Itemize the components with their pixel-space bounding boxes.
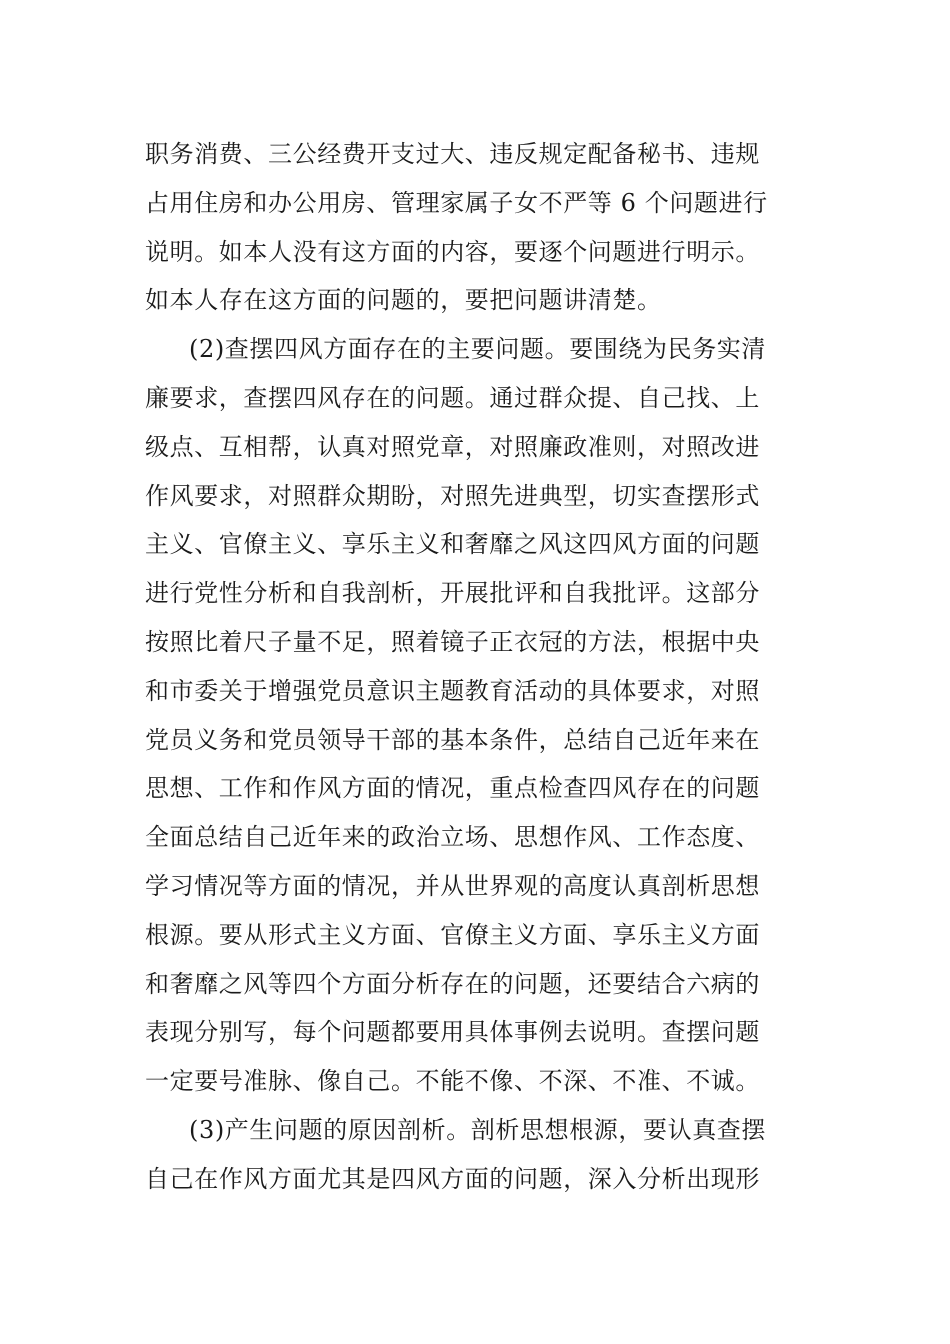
text-line: 进行党性分析和自我剖析，开展批评和自我批评。这部分 — [145, 579, 760, 608]
text-line: 和市委关于增强党员意识主题教育活动的具体要求，对照 — [145, 676, 760, 705]
text-line: 全面总结自己近年来的政治立场、思想作风、工作态度、 — [145, 823, 760, 852]
text-line: 级点、互相帮，认真对照党章，对照廉政准则，对照改进 — [145, 432, 760, 461]
text-line: 党员义务和党员领导干部的基本条件，总结自己近年来在 — [145, 725, 760, 754]
text-line: 自己在作风方面尤其是四风方面的问题，深入分析出现形 — [145, 1164, 760, 1193]
text-line: 按照比着尺子量不足，照着镜子正衣冠的方法，根据中央 — [145, 627, 760, 656]
text-line: 思想、工作和作风方面的情况，重点检查四风存在的问题 — [145, 774, 760, 803]
text-line: 作风要求，对照群众期盼，对照先进典型，切实查摆形式 — [145, 481, 760, 510]
text-line: 根源。要从形式主义方面、官僚主义方面、享乐主义方面 — [145, 920, 760, 949]
text-line: 表现分别写，每个问题都要用具体事例去说明。查摆问题 — [145, 1018, 760, 1047]
text-line: 如本人存在这方面的问题的，要把问题讲清楚。 — [145, 286, 662, 315]
text-line: 说明。如本人没有这方面的内容，要逐个问题进行明示。 — [145, 237, 760, 266]
text-line: 一定要号准脉、像自己。不能不像、不深、不准、不诚。 — [145, 1067, 760, 1096]
text-line: 廉要求，查摆四风存在的问题。通过群众提、自己找、上 — [145, 383, 760, 412]
text-line: 和奢靡之风等四个方面分析存在的问题，还要结合六病的 — [145, 969, 760, 998]
text-line: 主义、官僚主义、享乐主义和奢靡之风这四风方面的问题 — [145, 530, 760, 559]
paragraph-start-line: (2)查摆四风方面存在的主要问题。要围绕为民务实清 — [189, 335, 766, 364]
text-line: 学习情况等方面的情况，并从世界观的高度认真剖析思想 — [145, 871, 760, 900]
text-line: 占用住房和办公用房、管理家属子女不严等 6 个问题进行 — [145, 188, 768, 217]
text-line: 职务消费、三公经费开支过大、违反规定配备秘书、违规 — [145, 140, 760, 168]
paragraph-start-line: (3)产生问题的原因剖析。剖析思想根源，要认真查摆 — [189, 1115, 766, 1144]
body-text — [145, 130, 810, 1204]
